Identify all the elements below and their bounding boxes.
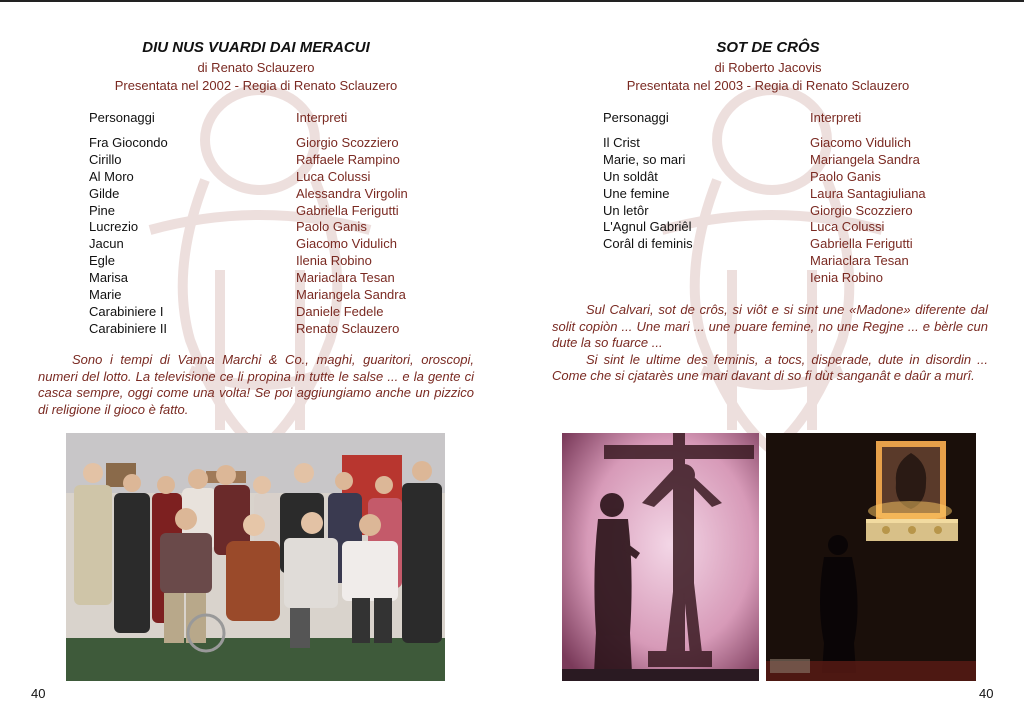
cast-role	[603, 253, 810, 270]
cast-actor: Raffaele Rampino	[296, 151, 400, 167]
right-page-number: 40	[979, 686, 994, 701]
cast-actor: Laura Santagiuliana	[810, 185, 926, 201]
cast-role: Marie	[89, 287, 122, 303]
cast-actor: Giorgio Scozziero	[296, 134, 399, 150]
cast-row	[603, 219, 926, 236]
cast-row	[603, 203, 926, 220]
cast-actor: Renato Sclauzero	[296, 320, 400, 336]
right-description	[552, 302, 988, 385]
left-description-text: Sono i tempi di Vanna Marchi & Co., maghi, guaritori, oroscopi, numeri del lotto. La televisione ce li propina in tutte le salse ... e la gente ci casca sempre, oggi come una volta! Se poi aggiungiamo anche un pizzico di religione il gioco è fatto.	[38, 352, 474, 417]
cast-role: Egle	[89, 253, 116, 269]
left-description	[38, 352, 474, 418]
cast-actor: Luca Colussi	[296, 168, 371, 184]
cast-actor: Mariaclara Tesan	[296, 270, 395, 286]
cast-actor: Giorgio Scozziero	[810, 202, 913, 218]
cast-role: Lucrezio	[89, 219, 139, 235]
left-play-presented: Presentata nel 2002 - Regia di Renato Sclauzero	[114, 78, 398, 93]
cast-actor: Giacomo Vidulich	[296, 236, 397, 252]
left-play-author: di Renato Sclauzero	[197, 60, 315, 75]
cast-row	[89, 152, 408, 169]
cast-row	[89, 270, 408, 287]
cast-actor: Ienia Robino	[810, 270, 883, 286]
cast-actor: Ilenia Robino	[296, 253, 372, 269]
left-page-number: 40	[31, 686, 46, 701]
cast-actor: Mariangela Sandra	[296, 287, 406, 303]
cast-role: Marie, so mari	[603, 151, 686, 167]
cast-actor: Paolo Ganis	[810, 168, 881, 184]
cast-role: Fra Giocondo	[89, 134, 168, 150]
cast-row	[603, 169, 926, 186]
cast-row	[89, 186, 408, 203]
cast-actor: Gabriella Ferigutti	[296, 202, 399, 218]
cast-role	[603, 270, 810, 287]
cast-row	[603, 152, 926, 169]
cast-row	[603, 236, 926, 253]
cast-row	[603, 253, 926, 270]
left-cast-list	[89, 110, 408, 338]
cast-row	[89, 135, 408, 152]
cast-row	[89, 287, 408, 304]
cast-role: Pine	[89, 202, 116, 218]
cast-header-role: Personaggi	[89, 110, 155, 125]
cast-actor: Mariaclara Tesan	[810, 253, 909, 269]
cast-role: Carabiniere I	[89, 303, 164, 319]
right-play-author: di Roberto Jacovis	[714, 60, 822, 75]
cast-row	[89, 219, 408, 236]
cast-row	[603, 186, 926, 203]
left-play-title: DIU NUS VUARDI DAI MERACUI	[142, 39, 370, 56]
cast-row	[603, 135, 926, 152]
cast-actor: Giacomo Vidulich	[810, 134, 911, 150]
right-description-text-1: Sul Calvari, sot de crôs, si viôt e si sint une «Madone» diferente dal solit copiòn ... Une mari ... une puare femine, no une Regjne ... e bèrle cun dute la so fuarce ...	[552, 302, 988, 350]
cast-role: Un letôr	[603, 202, 649, 218]
madonna-shrine-photo	[766, 433, 976, 681]
cast-row	[89, 169, 408, 186]
cast-role: Il Crist	[603, 134, 640, 150]
cast-actor: Paolo Ganis	[296, 219, 367, 235]
cast-actor: Gabriella Ferigutti	[810, 236, 913, 252]
cast-role: Marisa	[89, 270, 129, 286]
cast-actor: Alessandra Virgolin	[296, 185, 408, 201]
crucifix-shadow-photo	[562, 433, 759, 681]
cast-header-role: Personaggi	[603, 110, 669, 125]
right-play-title: SOT DE CRÔS	[716, 39, 820, 56]
right-cast-header	[603, 110, 926, 127]
cast-actor: Mariangela Sandra	[810, 151, 920, 167]
cast-row	[603, 270, 926, 287]
cast-header-actor: Interpreti	[296, 110, 348, 125]
cast-actor: Daniele Fedele	[296, 303, 384, 319]
cast-role: Jacun	[89, 236, 124, 252]
cast-group-photo	[66, 433, 445, 681]
right-page	[512, 0, 1024, 726]
cast-role: Carabiniere II	[89, 320, 168, 336]
right-description-text-2: Si sint le ultime des feminis, a tocs, disperade, dute in disordin ... Come che si cjatarès une mari davant di so fi dùt sanganât e daûr a murî.	[552, 351, 988, 383]
right-cast-list	[603, 110, 926, 287]
cast-row	[89, 236, 408, 253]
cast-header-actor: Interpreti	[810, 110, 862, 125]
cast-role: Cirillo	[89, 151, 122, 167]
right-play-presented: Presentata nel 2003 - Regia di Renato Sclauzero	[626, 78, 910, 93]
cast-role: Une femine	[603, 185, 670, 201]
cast-role: L'Agnul Gabriêl	[603, 219, 692, 235]
cast-role: Al Moro	[89, 168, 134, 184]
cast-role: Corâl di feminis	[603, 236, 693, 252]
cast-row	[89, 203, 408, 220]
cast-row	[89, 253, 408, 270]
cast-row	[89, 321, 408, 338]
cast-row	[89, 304, 408, 321]
cast-actor: Luca Colussi	[810, 219, 885, 235]
cast-role: Gilde	[89, 185, 120, 201]
left-cast-header	[89, 110, 408, 127]
cast-role: Un soldât	[603, 168, 658, 184]
